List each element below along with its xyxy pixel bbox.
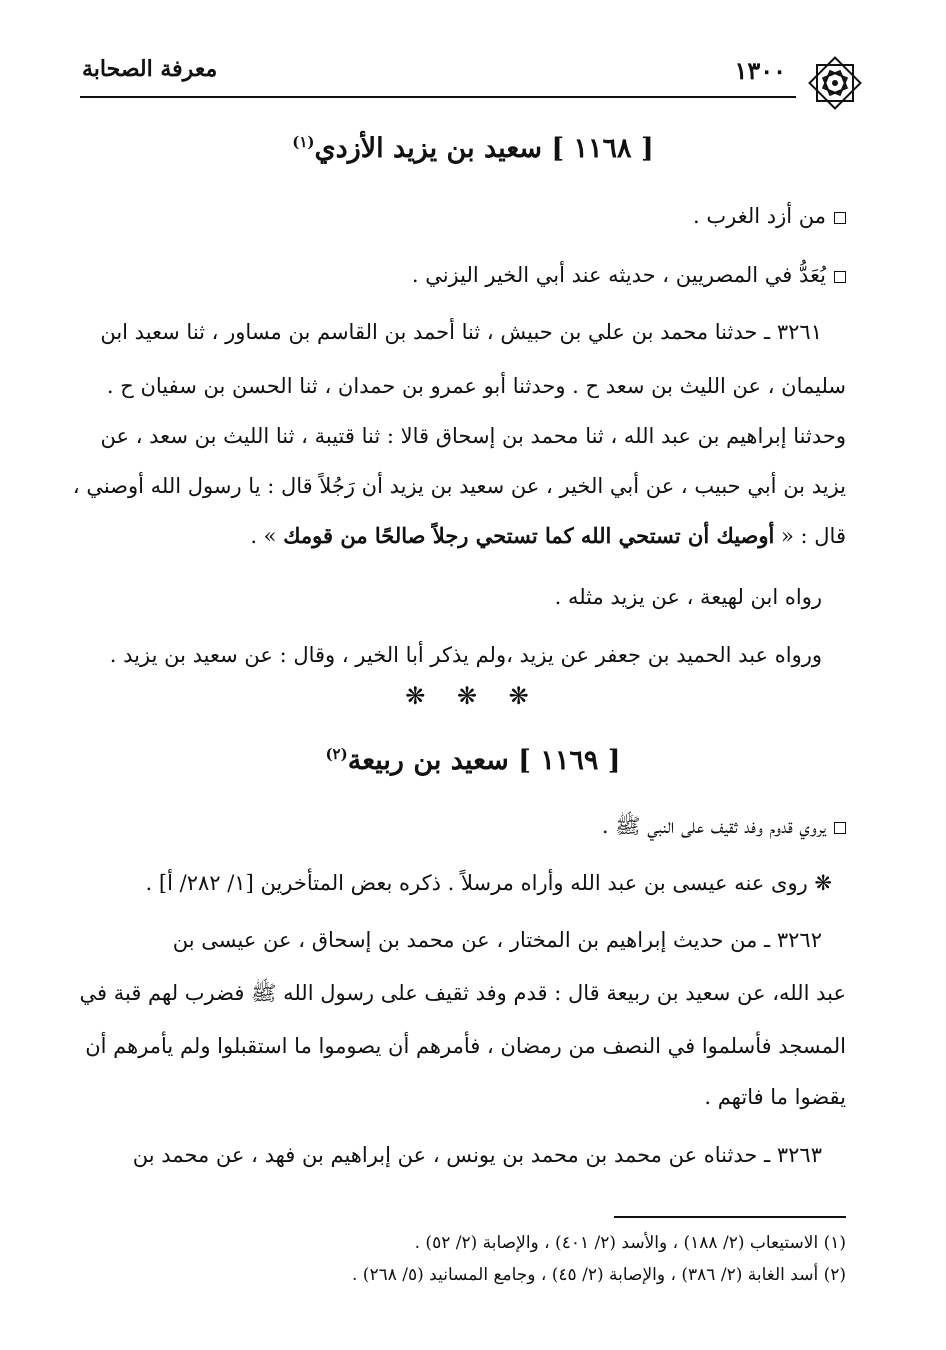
- note-line: [82, 803, 846, 849]
- narration-text: رواه ابن لهيعة ، عن يزيد مثله .: [554, 585, 822, 609]
- note-text: يُعَدُّ في المصريين ، حديثه عند أبي الخير اليزني .: [411, 263, 826, 287]
- hadith-text: يزيد بن أبي حبيب ، عن أبي الخير ، عن سعيد بن يزيد أن رَجُلاً قال : يا رسول الله أوصني ،: [72, 474, 846, 498]
- header-rule: [80, 96, 796, 98]
- hadith-text: ٣٢٦١ ـ حدثنا محمد بن علي بن حبيش ، ثنا أحمد بن القاسم بن مساور ، ثنا سعيد ابن: [100, 320, 822, 344]
- entry-title-1169: [80, 745, 866, 776]
- hadith-text: يقضوا ما فاتهم .: [704, 1085, 846, 1109]
- footnote-mark: (٢): [325, 745, 348, 763]
- hadith-text: ٣٢٦٣ ـ حدثناه عن محمد بن محمد بن يونس ، عن إبراهيم بن فهد ، عن محمد بن: [132, 1143, 822, 1167]
- hadith-line: [82, 917, 846, 963]
- hadith-text: قال : «: [774, 524, 846, 548]
- hadith-line: [72, 463, 846, 509]
- narration-note: [82, 632, 846, 678]
- square-bullet-icon: [834, 822, 846, 834]
- entry-title-1168: [80, 133, 866, 164]
- hadith-line: [79, 970, 846, 1016]
- running-title: معرفة الصحابة: [82, 56, 218, 82]
- footnote-1: (١) الاستيعاب (٢/ ١٨٨) ، والأسد (٢/ ٤٠١) ، والإصابة (٢/ ٥٢) .: [414, 1233, 846, 1253]
- hadith-line: [82, 1074, 846, 1120]
- hadith-text: سليمان ، عن الليث بن سعد ح . وحدثنا أبو عمرو بن حمدان ، ثنا الحسن بن سفيان ح .: [106, 374, 846, 398]
- star-note-text: ❋ روى عنه عيسى بن عبد الله وأراه مرسلاً . ذكره بعض المتأخرين [١/ ٢٨٢/ أ] .: [145, 871, 832, 895]
- narration-text: ورواه عبد الحميد بن جعفر عن يزيد ،ولم يذكر أبا الخير ، وقال : عن سعيد بن يزيد .: [109, 643, 822, 667]
- footnote-rule: [614, 1216, 846, 1218]
- narration-note: [82, 574, 846, 620]
- square-bullet-icon: [834, 212, 846, 224]
- hadith-text: ٣٢٦٢ ـ من حديث إبراهيم بن المختار ، عن محمد بن إسحاق ، عن عيسى بن: [172, 928, 822, 952]
- hadith-line: [82, 309, 846, 355]
- hadith-text: المسجد فأسلموا في النصف من رمضان ، فأمرهم أن يصوموا ما استقبلوا ولم يأمرهم أن: [85, 1034, 846, 1058]
- note-text: من أزد الغرب .: [693, 204, 826, 228]
- hadith-line: [82, 1023, 846, 1069]
- note-line: [82, 193, 846, 239]
- section-separator: ❋ ❋ ❋: [405, 682, 541, 710]
- hadith-text: وحدثنا إبراهيم بن عبد الله ، ثنا محمد بن إسحاق قالا : ثنا قتيبة ، ثنا الليث بن سعد ، عن: [100, 424, 846, 448]
- star-ornament-icon: [804, 52, 866, 114]
- entry-title-text: [ ١١٦٨ ] سعيد بن يزيد الأزدي: [314, 133, 654, 164]
- note-line: [82, 252, 846, 298]
- note-text: يروي قدوم وفد ثقيف على النبي ﷺ .: [601, 814, 826, 838]
- prophetic-quote: أوصيك أن تستحي الله كما تستحي رجلاً صالحًا من قومك: [283, 523, 775, 548]
- footnote-mark: (١): [292, 133, 315, 151]
- hadith-text: » .: [250, 524, 284, 548]
- hadith-line: [82, 363, 846, 409]
- page-number: ١٣٠٠: [734, 56, 786, 85]
- hadith-line: [82, 413, 846, 459]
- entry-title-text: [ ١١٦٩ ] سعيد بن ربيعة: [347, 745, 621, 776]
- hadith-line: [82, 513, 846, 559]
- square-bullet-icon: [834, 271, 846, 283]
- footnote-2: (٢) أسد الغابة (٢/ ٣٨٦) ، والإصابة (٢/ ٤٥) ، وجامع المسانيد (٥/ ٢٦٨) .: [352, 1265, 846, 1285]
- star-note-line: [82, 860, 846, 906]
- hadith-text: عبد الله، عن سعيد بن ربيعة قال : قدم وفد ثقيف على رسول الله ﷺ فضرب لهم قبة في: [79, 981, 846, 1005]
- hadith-line: [82, 1132, 846, 1178]
